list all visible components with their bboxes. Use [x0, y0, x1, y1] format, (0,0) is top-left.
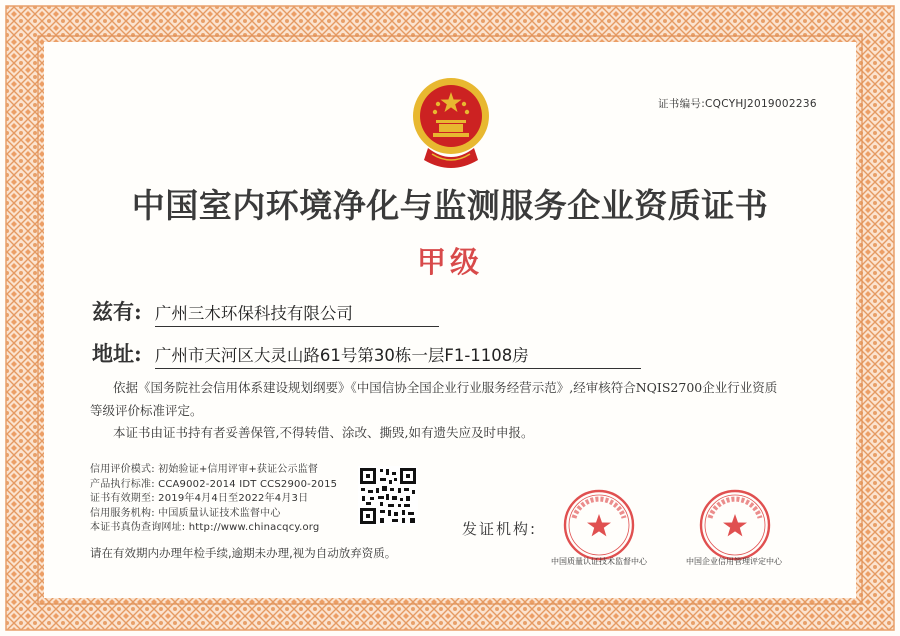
holder-row: [92, 296, 439, 327]
certificate-number-label: 证书编号:: [658, 98, 706, 110]
holder-label: 兹有:: [92, 299, 142, 324]
basis-text: 依据《国务院社会信用体系建设规划纲要》《中国信协全国企业行业服务经营示范》,经审核符合NQIS2700企业行业资质: [113, 380, 778, 395]
seal-credit-center-name: 中国企业信用管理评定中心: [686, 557, 782, 566]
detail-validity: 证书有效期至: 2019年4月4日至2022年4月3日: [90, 493, 309, 504]
certificate-title: 中国室内环境净化与监测服务企业资质证书: [131, 186, 769, 225]
detail-credit-mode: 信用评价模式: 初始验证+信用评审+获证公示监督: [90, 464, 319, 475]
basis-text-continued: 等级评价标准评定。: [90, 403, 203, 418]
detail-standard: 产品执行标准: CCA9002-2014 IDT CCS2900-2015: [90, 479, 338, 490]
seal-credit-center-icon: [698, 488, 772, 562]
certificate-number-value: CQCYHJ2019002236: [705, 98, 817, 110]
certificate-number: [658, 96, 817, 111]
address-value: 广州市天河区大灵山路61号第30栋一层F1-1108房: [155, 342, 641, 369]
address-row: [92, 338, 641, 369]
certificate-grade: 甲级: [416, 245, 483, 279]
qr-code-icon: [358, 466, 418, 526]
national-emblem-icon: [408, 70, 494, 174]
holder-value: 广州三木环保科技有限公司: [155, 300, 439, 327]
detail-service-org: 信用服务机构: 中国质量认证技术监督中心: [90, 508, 281, 519]
custody-notice: 本证书由证书持有者妥善保管,不得转借、涂改、撕毁,如有遗失应及时申报。: [113, 425, 534, 440]
renewal-notice: 请在有效期内办理年检手续,逾期未办理,视为自动放弃资质。: [90, 546, 397, 560]
seal-quality-center-name: 中国质量认证技术监督中心: [551, 557, 647, 566]
address-label: 地址:: [92, 341, 142, 366]
seal-quality-center-icon: [562, 488, 636, 562]
issuing-authority-label: 发证机构:: [462, 520, 538, 538]
detail-verify-url: 本证书真伪查询网址: http://www.chinacqcy.org: [90, 522, 320, 533]
